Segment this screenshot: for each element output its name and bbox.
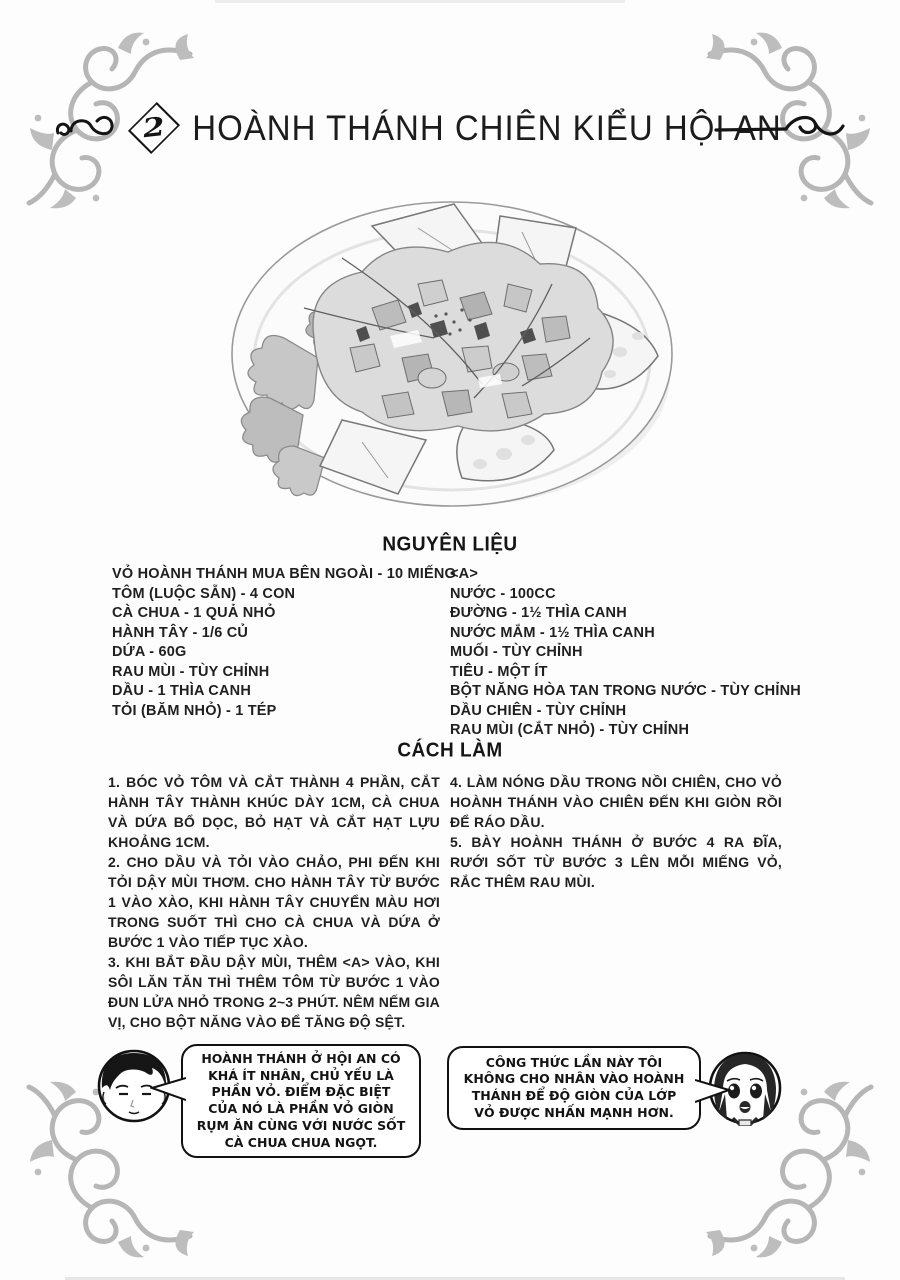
ingredient-item: DẦU - 1 THÌA CANH (112, 683, 251, 699)
ingredients-list-right (450, 565, 801, 741)
ingredient-item: ĐƯỜNG - 1½ THÌA CANH (450, 605, 627, 621)
instructions-right-column (450, 772, 782, 892)
title-row (0, 92, 900, 164)
page-title: HOÀNH THÁNH CHIÊN KIỂU HỘI AN (192, 107, 782, 148)
ingredients-heading: NGUYÊN LIỆU (382, 533, 518, 556)
ingredient-item: DỨA - 60G (112, 644, 187, 660)
ingredient-item: BỘT NĂNG HÒA TAN TRONG NƯỚC - TÙY CHỈNH (450, 683, 801, 699)
bubble-tail-right-icon (695, 1078, 731, 1106)
cropped-text-remnant-top (215, 0, 625, 3)
ingredient-item: CÀ CHUA - 1 QUẢ NHỎ (112, 605, 276, 621)
bubble-tail-left-icon (150, 1076, 186, 1104)
recipe-number: 2 (141, 111, 167, 144)
swirl-right-icon (714, 108, 846, 148)
ingredient-item: TÔM (LUỘC SẴN) - 4 CON (112, 585, 296, 602)
ingredient-item: VỎ HOÀNH THÁNH MUA BÊN NGOÀI - 10 MIẾNG (112, 566, 456, 582)
ingredient-item: HÀNH TÂY - 1/6 CỦ (112, 624, 249, 641)
ingredient-item: TỎI (BĂM NHỎ) - 1 TÉP (112, 702, 277, 719)
ingredient-item: MUỐI - TÙY CHỈNH (450, 644, 583, 660)
speech-bubble-right (447, 1046, 701, 1130)
instruction-step: 2. CHO DẦU VÀ TỎI VÀO CHẢO, PHI ĐẾN KHI TỎI DẬY MÙI THƠM. CHO HÀNH TÂY TỪ BƯỚC 1 VÀO XÀO, KHI HÀNH TÂY CHUYỂN MÀU HƠI TRONG SUỐT THÌ CHO CÀ CHUA VÀ DỨA Ở BƯỚC 1 VÀO TIẾP TỤC XÀO. (108, 854, 440, 950)
ingredient-item: RAU MÙI - TÙY CHỈNH (112, 663, 270, 680)
ingredient-item: NƯỚC MẮM - 1½ THÌA CANH (450, 624, 655, 641)
dish-illustration (222, 188, 682, 520)
ingredient-item: DẦU CHIÊN - TÙY CHỈNH (450, 702, 627, 719)
diamond-number-badge (128, 102, 180, 154)
ingredient-item: <A> (450, 566, 479, 582)
ingredients-list-left (112, 565, 456, 721)
ingredient-item: RAU MÙI (CẮT NHỎ) - TÙY CHỈNH (450, 722, 690, 738)
instruction-step: 1. BÓC VỎ TÔM VÀ CẮT THÀNH 4 PHẦN, CẮT HÀNH TÂY THÀNH KHÚC DÀY 1CM, CÀ CHUA VÀ DỨA BỔ DỌC, BỎ HẠT VÀ CẮT HẠT LỰU KHOẢNG 1CM. (108, 774, 440, 850)
ingredient-item: TIÊU - MỘT ÍT (450, 663, 548, 680)
swirl-left-icon (54, 110, 116, 146)
ingredient-item: NƯỚC - 100CC (450, 585, 556, 602)
instructions-heading: CÁCH LÀM (397, 739, 503, 762)
speech-bubble-left-text: HOÀNH THÁNH Ở HỘI AN CÓ KHÁ ÍT NHÂN, CHỦ YẾU LÀ PHẦN VỎ. ĐIỂM ĐẶC BIỆT CỦA NÓ LÀ PHẦN VỎ GIÒN RỤM ĂN CÙNG VỚI NƯỚC SỐT CÀ CHUA CHUA NGỌT. (196, 1050, 406, 1150)
instruction-step: 3. KHI BẮT ĐẦU DẬY MÙI, THÊM <A> VÀO, KHI SÔI LĂN TĂN THÌ THÊM TÔM TỪ BƯỚC 1 VÀO ĐUN LỬA NHỎ TRONG 2~3 PHÚT. NÊM NẾM GIA VỊ, CHO BỘT NĂNG VÀO ĐỂ TĂNG ĐỘ SỆT. (108, 954, 440, 1030)
speech-bubble-right-text: CÔNG THỨC LẦN NÀY TÔI KHÔNG CHO NHÂN VÀO HOÀNH THÁNH ĐỂ ĐỘ GIÒN CỦA LỚP VỎ ĐƯỢC NHẤN MẠNH HƠN. (463, 1054, 685, 1120)
instructions-left-column (108, 772, 440, 1032)
instruction-step: 5. BÀY HOÀNH THÁNH Ở BƯỚC 4 RA ĐĨA, RƯỚI SỐT TỪ BƯỚC 3 LÊN MỖI MIẾNG VỎ, RẮC THÊM RAU MÙI. (450, 834, 782, 890)
instruction-step: 4. LÀM NÓNG DẦU TRONG NỒI CHIÊN, CHO VỎ HOÀNH THÁNH VÀO CHIÊN ĐẾN KHI GIÒN RỒI ĐỂ RÁO DẦU. (450, 774, 782, 830)
speech-bubble-left (181, 1044, 421, 1158)
